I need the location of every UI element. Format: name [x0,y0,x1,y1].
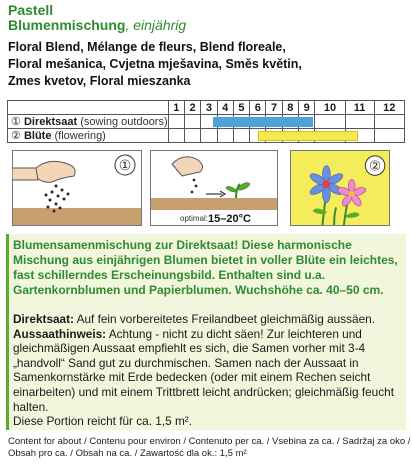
germination-illustration [150,150,278,226]
calendar-header-row [8,101,405,115]
multilingual-names [8,39,408,90]
month-label: 7 [266,101,282,115]
sowing-marker: ① [11,116,21,128]
calendar-corner [8,101,169,115]
sowing-label-text: Direktsaat [23,116,78,128]
month-label: 5 [233,101,249,115]
month-label: 6 [250,101,266,115]
calendar-row-flowering [8,129,405,143]
sowing-label [8,115,169,129]
flowering-sublabel: (flowering) [54,130,106,142]
names-line: Floral Blend, Mélange de fleurs, Blend floreale, [8,40,286,54]
footer-line: Content for about / Contenu pour environ / Contenuto per ca. / Vsebina za ca. / Sadržaj za oko / [8,436,411,447]
optimal-temperature: 15–20°C [208,213,251,225]
step-2-marker: ② [368,158,382,175]
product-suffix: , einjährig [125,17,187,33]
calendar-row-sowing [8,115,405,129]
sowing-hint-paragraph [13,327,405,415]
month-label: 8 [282,101,298,115]
flowering-label-text: Blüte [23,130,52,142]
description-lead: Blumensamenmischung zur Direktsaat! Diese harmonische Mischung aus einjährigen Blumen bietet in voller Blüte ein leichtes, fast schillerndes Erscheinungsbild. Enthalten sind u.a. Gartenkornblumen und Papierblumen. Wuchshöhe ca. 40–50 cm. [13,238,398,297]
optimal-label: optimal: [180,214,209,223]
direct-sowing-label: Direktsaat: [13,312,74,326]
step-1-marker: ① [118,158,132,174]
names-line: Zmes kvetov, Floral mieszanka [8,74,191,88]
footer-line: Obsah pro ca. / Obsah na ca. / Zawartość dla ok.: 1,5 m² [8,448,247,459]
direct-sowing-paragraph [13,312,405,327]
portion-text: Diese Portion reicht für ca. 1,5 m². [13,414,192,429]
brand-title: Pastell [8,2,54,18]
direct-sowing-text: Auf fein vorbereitetes Freilandbeet gleichmäßig aussäen. [73,312,375,326]
month-label: 9 [299,101,315,115]
description-body [13,312,405,429]
description-panel [6,234,406,430]
names-line: Floral mešanica, Cvjetna mješavina, Směs květin, [8,57,302,71]
month-label: 10 [315,101,345,115]
month-label: 4 [217,101,233,115]
sowing-hint-label: Aussaathinweis: [13,326,107,341]
flowering-marker: ② [11,130,21,142]
month-label: 1 [168,101,184,115]
sowing-illustration [12,150,142,226]
month-label: 3 [201,101,217,115]
flowering-illustration [290,150,390,226]
month-label: 11 [345,101,374,115]
sowing-hint-text: Achtung - nicht zu dicht säen! Zur leichteren und gleichmäßigen Aussaat empfiehlt es sich, die Samen vorher mit 3-4 „handvoll“ Sand gut zu durchmischen. Samen nach der Aussaat in Samenkornstärke mit Erde bedecken (oder mit einem Rechen seicht einarbeiten) und mit einem Trittbrett leicht andrücken; gleichmäßig feucht halten. [13,326,394,414]
sowing-calendar [7,100,405,143]
sowing-sublabel: (sowing outdoors) [80,116,168,128]
product-name: Blumenmischung [8,17,126,33]
flowering-label [8,129,169,143]
product-title [8,18,186,33]
month-label: 12 [374,101,404,115]
month-label: 2 [184,101,200,115]
content-footer [8,436,411,460]
